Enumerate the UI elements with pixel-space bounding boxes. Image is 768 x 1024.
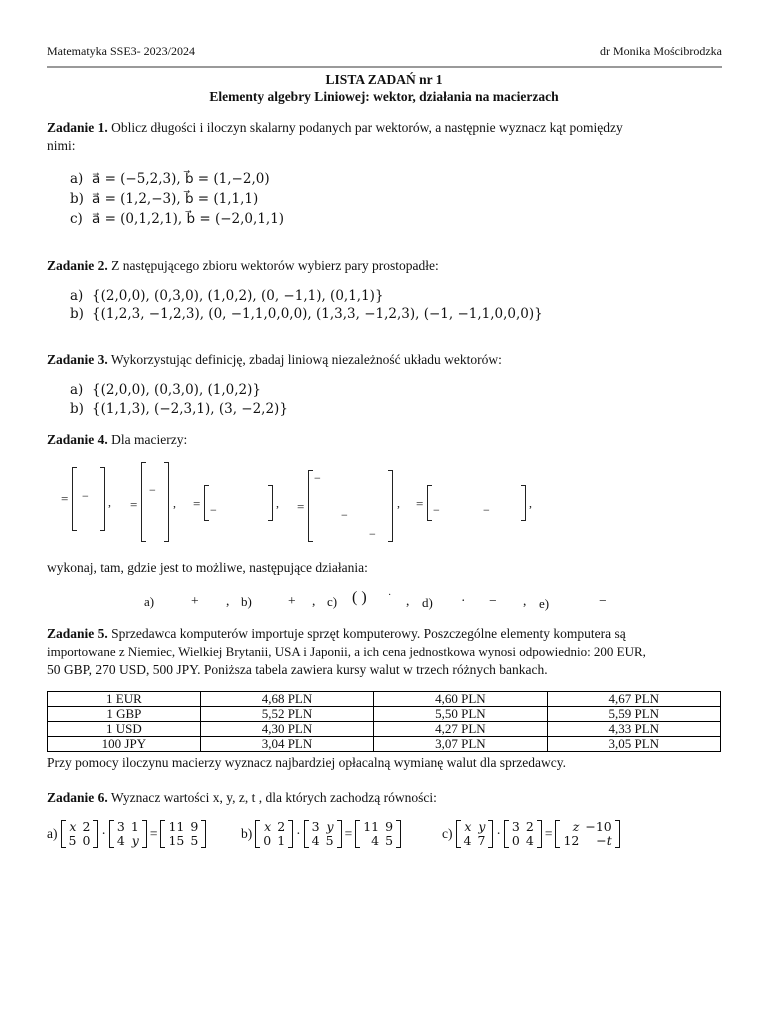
matrix-left — [255, 820, 293, 848]
equals-sign: = — [149, 826, 158, 841]
matrix-entry: x — [69, 819, 77, 834]
matrix-entry: 11 — [363, 819, 380, 834]
op-a-comma: , — [226, 593, 230, 608]
matrix-entry: 5 — [385, 833, 394, 848]
task2-intro — [47, 258, 439, 274]
task1-label: Zadanie 1. — [47, 120, 108, 135]
header-divider — [47, 66, 722, 68]
matrix-entry: 7 — [477, 833, 486, 848]
matrix-d-minus-2: − — [341, 508, 348, 522]
matrix-entry: 2 — [525, 819, 534, 834]
matrix-entry: 4 — [525, 833, 534, 848]
task6-intro — [47, 790, 437, 806]
matrix-entry: 3 — [116, 819, 125, 834]
op-e-minus: − — [599, 593, 607, 608]
task1-item-c: c) a⃗ = (0,1,2,1), b⃗ = (−2,0,1,1) — [70, 211, 285, 227]
task5-label: Zadanie 5. — [47, 626, 108, 641]
matrix-entry: 9 — [190, 819, 199, 834]
task3-text: Wykorzystując definicję, zbadaj liniową niezależność układu wektorów: — [110, 352, 502, 367]
matrix-entry: 0 — [263, 833, 272, 848]
task4-instructions: wykonaj, tam, gdzie jest to możliwe, następujące działania: — [47, 560, 368, 575]
equals-sign: = — [544, 826, 553, 841]
task4-label: Zadanie 4. — [47, 432, 108, 447]
task1-text: Oblicz długości i iloczyn skalarny podanych par wektorów, a następnie wyznacz kąt pomiędzy — [111, 120, 623, 135]
table-cell: 3,05 PLN — [547, 737, 720, 752]
task1-item-a: a) a⃗ = (−5,2,3), b⃗ = (1,−2,0) — [70, 171, 270, 187]
matrix-entry: x — [464, 819, 472, 834]
matrix-e-right-bracket — [521, 485, 526, 521]
matrix-b-comma: , — [173, 496, 176, 510]
matrix-d-comma: , — [397, 496, 400, 510]
op-c-parens: ( ) — [352, 589, 367, 606]
matrix-a-right-bracket — [100, 467, 105, 531]
list-subtitle: Elementy algebry Liniowej: wektor, działania na macierzach — [209, 89, 559, 104]
table-cell: 3,07 PLN — [374, 737, 547, 752]
exchange-rate-table — [47, 691, 721, 752]
task5-intro — [47, 626, 626, 642]
equals-sign: = — [344, 826, 353, 841]
matrix-b-minus: − — [149, 483, 156, 497]
matrix-a-eq: = — [61, 491, 69, 506]
table-row — [48, 737, 721, 752]
task1-intro — [47, 120, 623, 136]
matrix-e-minus-2: − — [483, 503, 490, 517]
table-row — [48, 692, 721, 707]
matrix-entry: 4 — [463, 833, 472, 848]
matrix-b-eq: = — [130, 497, 138, 512]
matrix-right — [109, 820, 147, 848]
matrix-entry: 15 — [168, 833, 185, 848]
matrix-entry: 4 — [371, 833, 380, 848]
header-course: Matematyka SSE3- 2023/2024 — [47, 44, 195, 58]
matrix-right — [504, 820, 542, 848]
matrix-c-left-bracket — [204, 485, 209, 521]
op-b-comma: , — [312, 593, 316, 608]
task4-text: Dla macierzy: — [111, 432, 188, 447]
equation-label: c) — [442, 826, 453, 841]
matrix-entry: y — [326, 819, 334, 834]
table-row — [48, 722, 721, 737]
matrix-b-right-bracket — [164, 462, 169, 542]
matrix-left — [61, 820, 99, 848]
matrix-b-left-bracket — [141, 462, 146, 542]
matrix-d-right-bracket — [388, 470, 393, 542]
matrix-d-minus-1: − — [314, 471, 321, 485]
matrix-d-left-bracket — [308, 470, 313, 542]
task2-label: Zadanie 2. — [47, 258, 108, 273]
multiply-dot: · — [496, 826, 501, 841]
task6-text: Wyznacz wartości x, y, z, t , dla których zachodzą równości: — [110, 790, 437, 805]
table-cell: 100 JPY — [48, 737, 201, 752]
task1-text-cont: nimi: — [47, 138, 76, 153]
table-cell: 1 USD — [48, 722, 201, 737]
matrix-c-minus: − — [210, 503, 217, 517]
matrix-entry: 11 — [168, 819, 185, 834]
table-cell: 1 EUR — [48, 692, 201, 707]
matrix-entry: −t — [596, 833, 612, 848]
matrix-e-eq: = — [416, 496, 424, 511]
op-e-label: e) — [539, 596, 550, 611]
task5-text-3: 50 GBP, 270 USD, 500 JPY. Poniższa tabela zawiera kursy walut w trzech różnych bankach. — [47, 662, 548, 677]
multiply-dot: · — [101, 826, 106, 841]
op-d-dot: · — [461, 593, 466, 608]
matrix-entry: y — [478, 819, 486, 834]
task6-equation-b — [241, 820, 401, 848]
op-a-label: a) — [144, 594, 155, 609]
matrix-e-comma: , — [529, 496, 532, 510]
matrix-d-eq: = — [297, 499, 305, 514]
op-b-label: b) — [241, 594, 252, 609]
table-cell: 4,68 PLN — [200, 692, 373, 707]
matrix-left — [456, 820, 494, 848]
task4-intro — [47, 432, 187, 448]
matrix-entry: 12 — [563, 833, 580, 848]
matrix-entry: 2 — [82, 819, 91, 834]
task1-item-b: b) a⃗ = (1,2,−3), b⃗ = (1,1,1) — [70, 191, 259, 207]
matrix-c-eq: = — [193, 496, 201, 511]
matrix-entry: 5 — [68, 833, 77, 848]
op-a-plus: + — [191, 593, 199, 608]
matrix-entry: 4 — [116, 833, 125, 848]
table-cell: 3,04 PLN — [200, 737, 373, 752]
matrix-entry: 1 — [130, 819, 139, 834]
equation-label: b) — [241, 826, 253, 841]
matrix-result — [355, 820, 401, 848]
matrix-e-minus-1: − — [433, 503, 440, 517]
matrix-e-left-bracket — [427, 485, 432, 521]
table-cell: 1 GBP — [48, 707, 201, 722]
table-cell: 5,59 PLN — [547, 707, 720, 722]
matrix-entry: z — [572, 819, 580, 834]
task3-item-a: a) {(2,0,0), (0,3,0), (1,0,2)} — [70, 382, 261, 398]
matrix-result — [555, 820, 619, 848]
matrix-d-minus-3: − — [369, 527, 376, 541]
op-c-label: c) — [327, 594, 338, 609]
op-d-label: d) — [422, 595, 433, 610]
table-cell: 4,60 PLN — [374, 692, 547, 707]
op-c-comma: , — [406, 593, 410, 608]
table-cell: 4,30 PLN — [200, 722, 373, 737]
task2-item-b: b) {(1,2,3, −1,2,3), (0, −1,1,0,0,0), (1,3,3, −1,2,3), (−1, −1,1,0,0,0)} — [70, 306, 543, 322]
table-row — [48, 707, 721, 722]
task5-question: Przy pomocy iloczynu macierzy wyznacz najbardziej opłacalną wymianę walut dla sprzedawcy. — [47, 755, 567, 770]
task2-item-a: a) {(2,0,0), (0,3,0), (1,0,2), (0, −1,1), (0,1,1)} — [70, 288, 384, 304]
op-b-plus: + — [288, 593, 296, 608]
matrix-entry: y — [131, 833, 139, 848]
matrix-entry: 5 — [325, 833, 334, 848]
matrix-c-right-bracket — [268, 485, 273, 521]
table-cell: 4,67 PLN — [547, 692, 720, 707]
matrix-c-comma: , — [276, 496, 279, 510]
task6-equation-c — [442, 820, 620, 848]
matrix-entry: 5 — [190, 833, 199, 848]
op-d-comma: , — [523, 593, 527, 608]
header-author: dr Monika Mościbrodzka — [600, 44, 722, 58]
matrix-entry: 0 — [82, 833, 91, 848]
matrix-right — [304, 820, 342, 848]
matrix-entry: 9 — [385, 819, 394, 834]
op-c-dot: · — [388, 590, 392, 601]
matrix-a-comma: , — [108, 495, 111, 509]
matrix-entry: 0 — [511, 833, 520, 848]
task3-item-b: b) {(1,1,3), (−2,3,1), (3, −2,2)} — [70, 401, 288, 417]
matrix-entry: 1 — [277, 833, 286, 848]
table-cell: 5,50 PLN — [374, 707, 547, 722]
task6-label: Zadanie 6. — [47, 790, 108, 805]
table-cell: 4,27 PLN — [374, 722, 547, 737]
task5-text: Sprzedawca komputerów importuje sprzęt komputerowy. Poszczególne elementy komputera są — [111, 626, 626, 641]
table-cell: 4,33 PLN — [547, 722, 720, 737]
multiply-dot: · — [296, 826, 301, 841]
task2-text: Z następującego zbioru wektorów wybierz pary prostopadłe: — [111, 258, 439, 273]
list-title: LISTA ZADAŃ nr 1 — [325, 72, 443, 87]
table-cell: 5,52 PLN — [200, 707, 373, 722]
matrix-entry: 3 — [311, 819, 320, 834]
matrix-entry: x — [264, 819, 272, 834]
task3-intro — [47, 352, 502, 368]
op-d-minus: − — [489, 593, 497, 608]
task3-label: Zadanie 3. — [47, 352, 108, 367]
equation-label: a) — [47, 826, 58, 841]
matrix-entry: −10 — [585, 819, 612, 834]
matrix-entry: 2 — [277, 819, 286, 834]
matrix-a-minus: − — [82, 489, 89, 503]
matrix-a-left-bracket — [72, 467, 77, 531]
matrix-entry: 3 — [511, 819, 520, 834]
task5-text-2: importowane z Niemiec, Wielkiej Brytanii, USA i Japonii, a ich cena jednostkowa wynosi odpowiednio: 200 EUR, — [47, 644, 646, 659]
matrix-entry: 4 — [311, 833, 320, 848]
matrix-result — [160, 820, 206, 848]
task6-equation-a — [47, 820, 206, 848]
